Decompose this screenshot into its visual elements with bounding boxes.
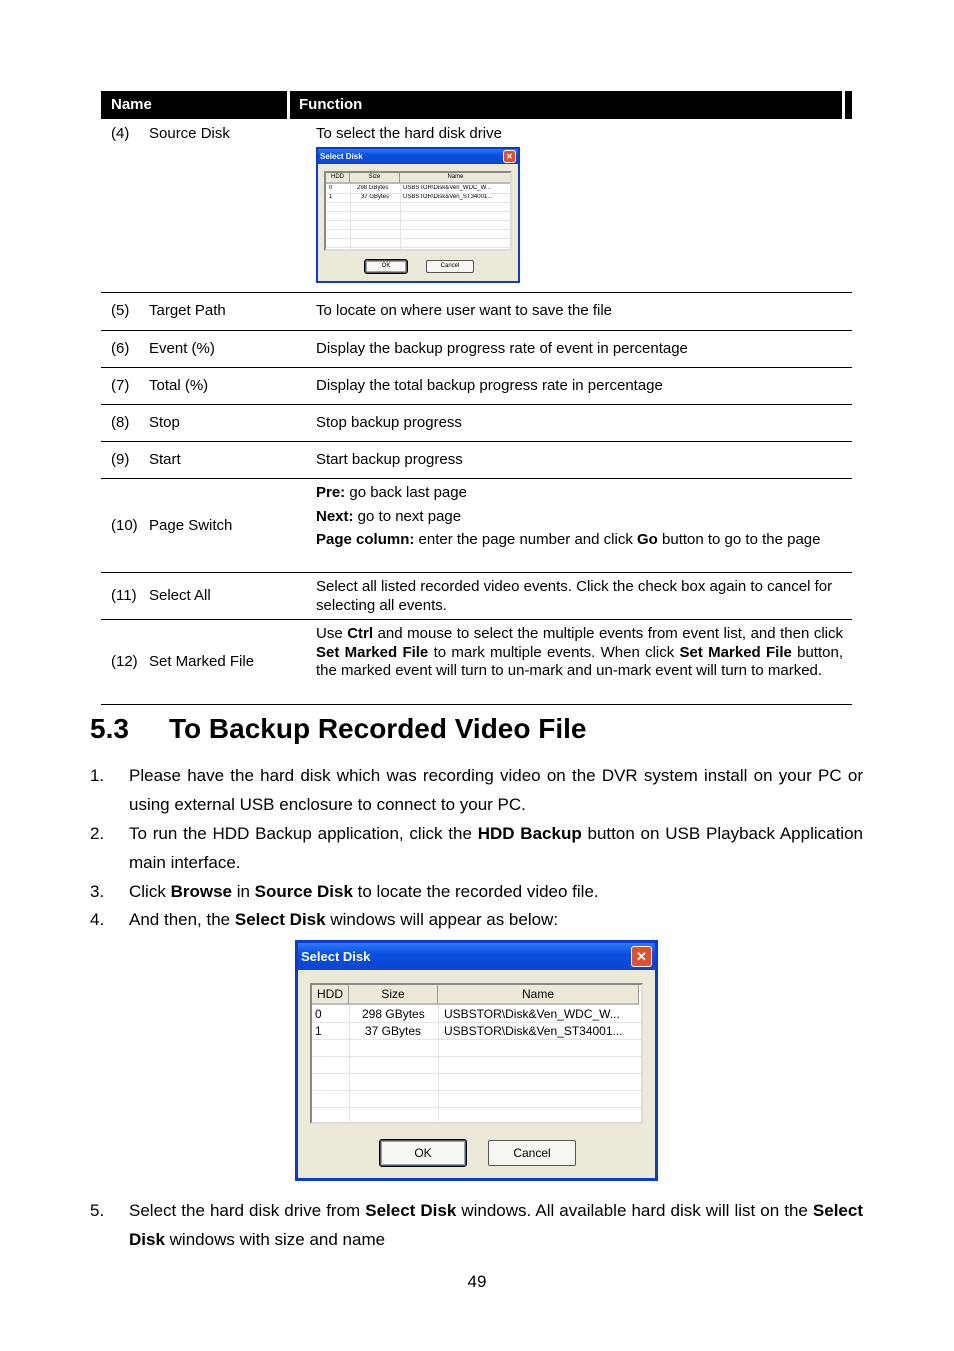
row-function: Select all listed recorded video events. Click the check box again to cancel for selecting all events. (316, 578, 833, 614)
disk-hdd[interactable]: 0 (329, 185, 333, 191)
row-name: Start (149, 451, 181, 468)
disk-list[interactable] (324, 171, 512, 251)
row-number: (7) (111, 377, 130, 394)
page-column-label: Page column: (316, 531, 415, 548)
column-hdd[interactable]: HDD (312, 985, 349, 1005)
column-name[interactable]: Name (400, 173, 512, 184)
row-function: Display the backup progress rate of event in percentage (316, 340, 688, 357)
column-name[interactable]: Name (438, 985, 639, 1005)
row-number: (8) (111, 414, 130, 431)
row-function: Pre: go back last page Next: go to next page Page column: enter the page number and click Go button to go to the page (316, 484, 821, 548)
select-disk-dialog (295, 940, 658, 1181)
row-function: Start backup progress (316, 451, 463, 468)
ok-button[interactable]: OK (380, 1140, 466, 1166)
row-number: (11) (111, 587, 137, 604)
row-function: Display the total backup progress rate in percentage (316, 377, 663, 394)
close-icon[interactable]: ✕ (503, 150, 516, 163)
disk-name[interactable]: USBSTOR\Disk&Ven_ST34001... (444, 1024, 623, 1038)
section-title: To Backup Recorded Video File (169, 713, 587, 744)
header-name: Name (111, 96, 152, 113)
row-number: (12) (111, 653, 138, 670)
disk-size[interactable]: 298 GBytes (357, 185, 389, 191)
cancel-button[interactable]: Cancel (488, 1140, 576, 1166)
row-name: Target Path (149, 302, 226, 319)
row-name: Event (%) (149, 340, 215, 357)
disk-hdd[interactable]: 1 (315, 1024, 322, 1038)
disk-name[interactable]: USBSTOR\Disk&Ven_WDC_W... (444, 1007, 620, 1021)
row-name: Source Disk (149, 125, 230, 142)
row-name: Page Switch (149, 517, 233, 534)
row-name: Select All (149, 587, 211, 604)
page-number: 49 (467, 1272, 487, 1291)
table-header (101, 91, 852, 119)
select-disk-dialog-thumbnail (316, 147, 520, 283)
column-hdd[interactable]: HDD (326, 173, 350, 184)
disk-size[interactable]: 37 GBytes (365, 1024, 422, 1038)
close-icon[interactable]: ✕ (631, 946, 652, 967)
ok-button[interactable]: OK (365, 260, 407, 273)
row-function: To locate on where user want to save the file (316, 302, 613, 319)
pre-label: Pre: (316, 484, 346, 501)
row-function: Stop backup progress (316, 414, 462, 431)
cancel-button[interactable]: Cancel (426, 260, 474, 273)
row-number: (6) (111, 340, 130, 357)
dialog-title: Select Disk (298, 943, 655, 970)
disk-list[interactable] (310, 983, 643, 1124)
disk-size[interactable]: 37 GBytes (361, 194, 390, 200)
disk-name[interactable]: USBSTOR\Disk&Ven_ST34001... (403, 194, 493, 200)
dialog-title: Select Disk (318, 149, 518, 164)
row-name: Total (%) (149, 377, 209, 394)
row-name: Stop (149, 414, 180, 431)
row-function: Use Ctrl and mouse to select the multiple events from event list, and then click Set Marked File to mark multiple events. When click Set Marked File button, the marked event will turn to un-mark and un-mark event will turn to marked. (316, 625, 844, 679)
column-size[interactable]: Size (349, 985, 438, 1005)
disk-size[interactable]: 298 GBytes (362, 1007, 425, 1021)
disk-hdd[interactable]: 1 (329, 194, 333, 200)
row-name: Set Marked File (149, 653, 255, 670)
row-number: (9) (111, 451, 130, 468)
section-number: 5.3 (90, 713, 129, 744)
row-number: (4) (111, 125, 130, 142)
header-function: Function (299, 96, 363, 113)
disk-name[interactable]: USBSTOR\Disk&Ven_WDC_W... (403, 185, 491, 191)
column-size[interactable]: Size (350, 173, 400, 184)
row-number: (5) (111, 302, 130, 319)
row-number: (10) (111, 517, 138, 534)
row-function: To select the hard disk drive (316, 125, 502, 142)
disk-hdd[interactable]: 0 (315, 1007, 322, 1021)
next-label: Next: (316, 507, 354, 525)
